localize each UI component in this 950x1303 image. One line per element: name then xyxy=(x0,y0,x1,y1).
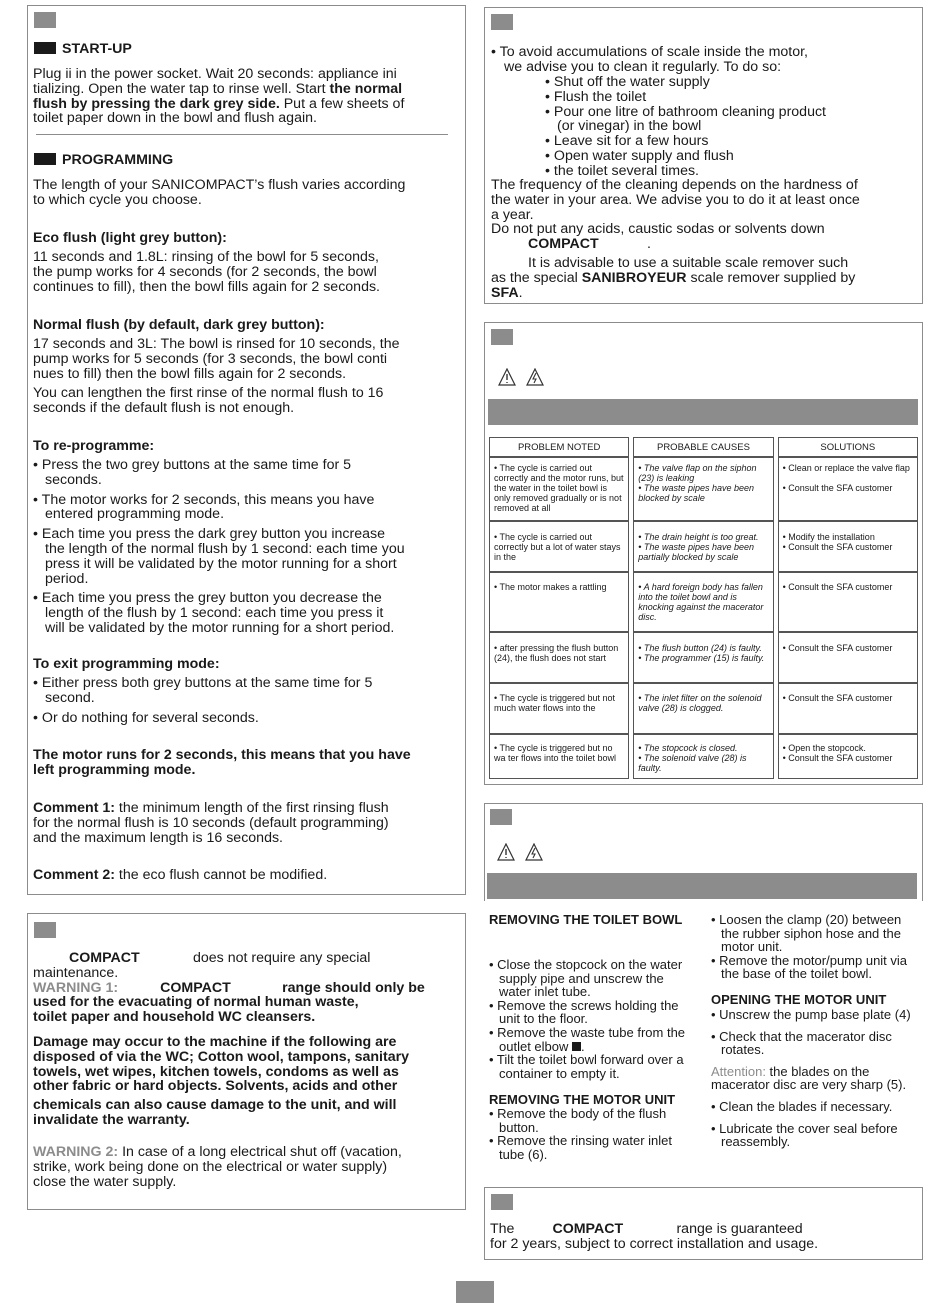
solution-cell: • Clean or replace the valve flap • Consult the SFA customer xyxy=(778,457,918,521)
comment-2: Comment 2: the eco flush cannot be modified. xyxy=(33,867,328,883)
removing-toilet-bowl-steps: • Close the stopcock on the water supply pipe and unscrew the water inlet tube. • Remove the screws holding the unit to the floor. • Remove the waste tube from the outlet elbow . • Tilt the toilet bowl forward over a container to empty it. xyxy=(489,957,686,1081)
startup-paragraph: Plug ii in the power socket. Wait 20 seconds: appliance ini tializing. Open the water tap to rinse well. Start the normal flush by pressing the dark grey side. Put a few sheets of toilet paper down in the bowl and flush again. xyxy=(33,66,405,127)
reprogramme-heading: To re-programme: xyxy=(33,438,155,454)
cause-cell: • The valve flap on the siphon (23) is leaking • The waste pipes have been blocked by scale xyxy=(633,457,773,521)
section-tab xyxy=(491,329,513,345)
damage-warning: Damage may occur to the machine if the following are disposed of via the WC; Cotton wool, tampons, sanitary towels, wet wipes, kitchen towels, condoms as well as other fabric or hard objects. Solvents, acids and other chemicals can also cause damage to the unit, and will invalidate the warranty. xyxy=(33,1034,409,1128)
startup-programming-panel xyxy=(27,5,466,895)
motor-runs-note: The motor runs for 2 seconds, this means that you have left programming mode. xyxy=(33,747,411,778)
section-tab xyxy=(490,809,512,825)
table-row xyxy=(489,734,918,779)
reprogramme-list: • Press the two grey buttons at the same time for 5 seconds. • The motor works for 2 seconds, this means you have entered programming mode. • Each time you press the dark grey button you increase the length of the normal flush by 1 second: each time you press it will be validated by the motor running for a short period. • Each time you press the grey button you decrease the length of the flush by 1 second: each time you press it will be validated by the motor running for a short period. xyxy=(33,457,405,636)
descaling-panel xyxy=(484,7,923,304)
solution-cell: • Modify the installation • Consult the SFA customer xyxy=(778,521,918,572)
removing-motor-unit-heading: REMOVING THE MOTOR UNIT xyxy=(489,1092,676,1107)
dismantling-panel xyxy=(484,803,923,1173)
cause-cell: • The drain height is too great. • The waste pipes have been partially blocked by scale xyxy=(633,521,773,572)
programming-heading: PROGRAMMING xyxy=(34,153,173,168)
black-square-icon xyxy=(34,153,56,165)
divider xyxy=(36,134,448,135)
opening-motor-unit-heading: OPENING THE MOTOR UNIT xyxy=(711,992,887,1007)
table-row xyxy=(489,632,918,683)
solution-cell: • Consult the SFA customer xyxy=(778,572,918,632)
normal-flush-text: 17 seconds and 3L: The bowl is rinsed for 10 seconds, the pump works for 5 seconds (for 3 seconds, the bowl conti nues to fill) then the bowl fills again for 2 seconds. You can lengthen the first rinse of the normal flush to 16 seconds if the default flush is not enough. xyxy=(33,336,400,417)
troubleshooting-panel xyxy=(484,322,923,785)
eco-flush-text: 11 seconds and 1.8L: rinsing of the bowl for 5 seconds, the pump works for 4 seconds (for 2 seconds, the bowl continues to fill), then the bowl fills again for 2 seconds. xyxy=(33,249,380,295)
troubleshooting-header-bar xyxy=(488,399,918,425)
problem-cell: • The cycle is triggered but not much water flows into the xyxy=(489,683,629,734)
col-header-solutions: SOLUTIONS xyxy=(778,437,918,457)
exit-programming-heading: To exit programming mode: xyxy=(33,656,220,672)
cause-cell: • The inlet filter on the solenoid valve (28) is clogged. xyxy=(633,683,773,734)
removing-motor-unit-steps: • Remove the body of the flush button. • Remove the rinsing water inlet tube (6). xyxy=(489,1106,673,1162)
startup-heading: START-UP xyxy=(34,42,132,57)
cause-cell: • The flush button (24) is faulty. • The programmer (15) is faulty. xyxy=(633,632,773,683)
maintenance-panel xyxy=(27,913,466,1210)
col-header-problem: PROBLEM NOTED xyxy=(489,437,629,457)
eco-flush-heading: Eco flush (light grey button): xyxy=(33,230,227,246)
programming-intro: The length of your SANICOMPACT’s flush varies according to which cycle you choose. xyxy=(33,177,406,208)
solution-cell: • Open the stopcock. • Consult the SFA customer xyxy=(778,734,918,779)
problem-cell: • after pressing the flush button (24), the flush does not start xyxy=(489,632,629,683)
descaling-intro: • To avoid accumulations of scale inside the motor, we advise you to clean it regularly. To do so: xyxy=(491,44,808,75)
page-number-box xyxy=(456,1281,494,1303)
problem-cell: • The cycle is carried out correctly and the motor runs, but the water in the toilet bowl is only removed gradually or is not removed at all xyxy=(489,457,629,521)
section-tab xyxy=(491,14,513,30)
table-row xyxy=(489,521,918,572)
problem-cell: • The cycle is triggered but no wa ter flows into the toilet bowl xyxy=(489,734,629,779)
section-tab xyxy=(34,12,56,28)
maintenance-text: COMPACT does not require any special maintenance. WARNING 1: COMPACT range should only be used for the evacuating of normal human waste, toilet paper and household WC cleansers. xyxy=(33,950,425,1026)
troubleshooting-table xyxy=(485,437,922,779)
opening-motor-unit-steps: • Unscrew the pump base plate (4) • Check that the macerator disc rotates. Attention: the blades on the macerator disc are very sharp (5). • Clean the blades if necessary. • Lubricate the cover seal before reassembly. xyxy=(711,1007,911,1150)
guarantee-text: The COMPACT range is guaranteed for 2 years, subject to correct installation and usage. xyxy=(490,1221,819,1252)
solution-cell: • Consult the SFA customer xyxy=(778,683,918,734)
comment-1: Comment 1: the minimum length of the first rinsing flush for the normal flush is 10 seconds (default programming) and the maximum length is 16 seconds. xyxy=(33,800,389,846)
black-square-icon xyxy=(34,42,56,54)
cause-cell: • The stopcock is closed. • The solenoid valve (28) is faulty. xyxy=(633,734,773,779)
removing-toilet-bowl-heading: REMOVING THE TOILET BOWL xyxy=(489,912,683,927)
warning-2: WARNING 2: In case of a long electrical shut off (vacation, strike, work being done on the electrical or water supply) close the water supply. xyxy=(33,1144,402,1190)
warning-triangle-icon xyxy=(497,843,515,861)
table-row xyxy=(489,572,918,632)
table-row xyxy=(489,683,918,734)
motor-unit-steps-right: • Loosen the clamp (20) between the rubber siphon hose and the motor unit. • Remove the motor/pump unit via the base of the toilet bowl. xyxy=(711,912,908,982)
section-tab xyxy=(34,922,56,938)
table-row xyxy=(489,457,918,521)
warning-triangle-icon xyxy=(498,368,516,386)
electric-warning-icon xyxy=(525,843,543,861)
problem-cell: • The motor makes a rattling xyxy=(489,572,629,632)
descaling-steps: • Shut off the water supply • Flush the toilet • Pour one litre of bathroom cleaning product (or vinegar) in the bowl • Leave sit for a few hours • Open water supply and flush • the toilet several times. xyxy=(545,74,826,179)
problem-cell: • The cycle is carried out correctly but a lot of water stays in the xyxy=(489,521,629,572)
exit-programming-list: • Either press both grey buttons at the same time for 5 second. • Or do nothing for several seconds. xyxy=(33,675,373,726)
guarantee-panel xyxy=(484,1187,923,1260)
descaling-frequency: The frequency of the cleaning depends on the hardness of the water in your area. We advise you to do it at least once a year. Do not put any acids, caustic sodas or solvents down COMPACT . It is advisable to use a suitable scale remover such as the special SANIBROYEUR scale remover supplied by SFA. xyxy=(491,177,860,301)
black-square-icon xyxy=(572,1042,581,1051)
electric-warning-icon xyxy=(526,368,544,386)
col-header-causes: PROBABLE CAUSES xyxy=(633,437,773,457)
cause-cell: • A hard foreign body has fallen into the toilet bowl and is knocking against the macerator disc. xyxy=(633,572,773,632)
section-tab xyxy=(491,1194,513,1210)
dismantling-header-bar xyxy=(487,873,917,899)
normal-flush-heading: Normal flush (by default, dark grey button): xyxy=(33,317,325,333)
solution-cell: • Consult the SFA customer xyxy=(778,632,918,683)
